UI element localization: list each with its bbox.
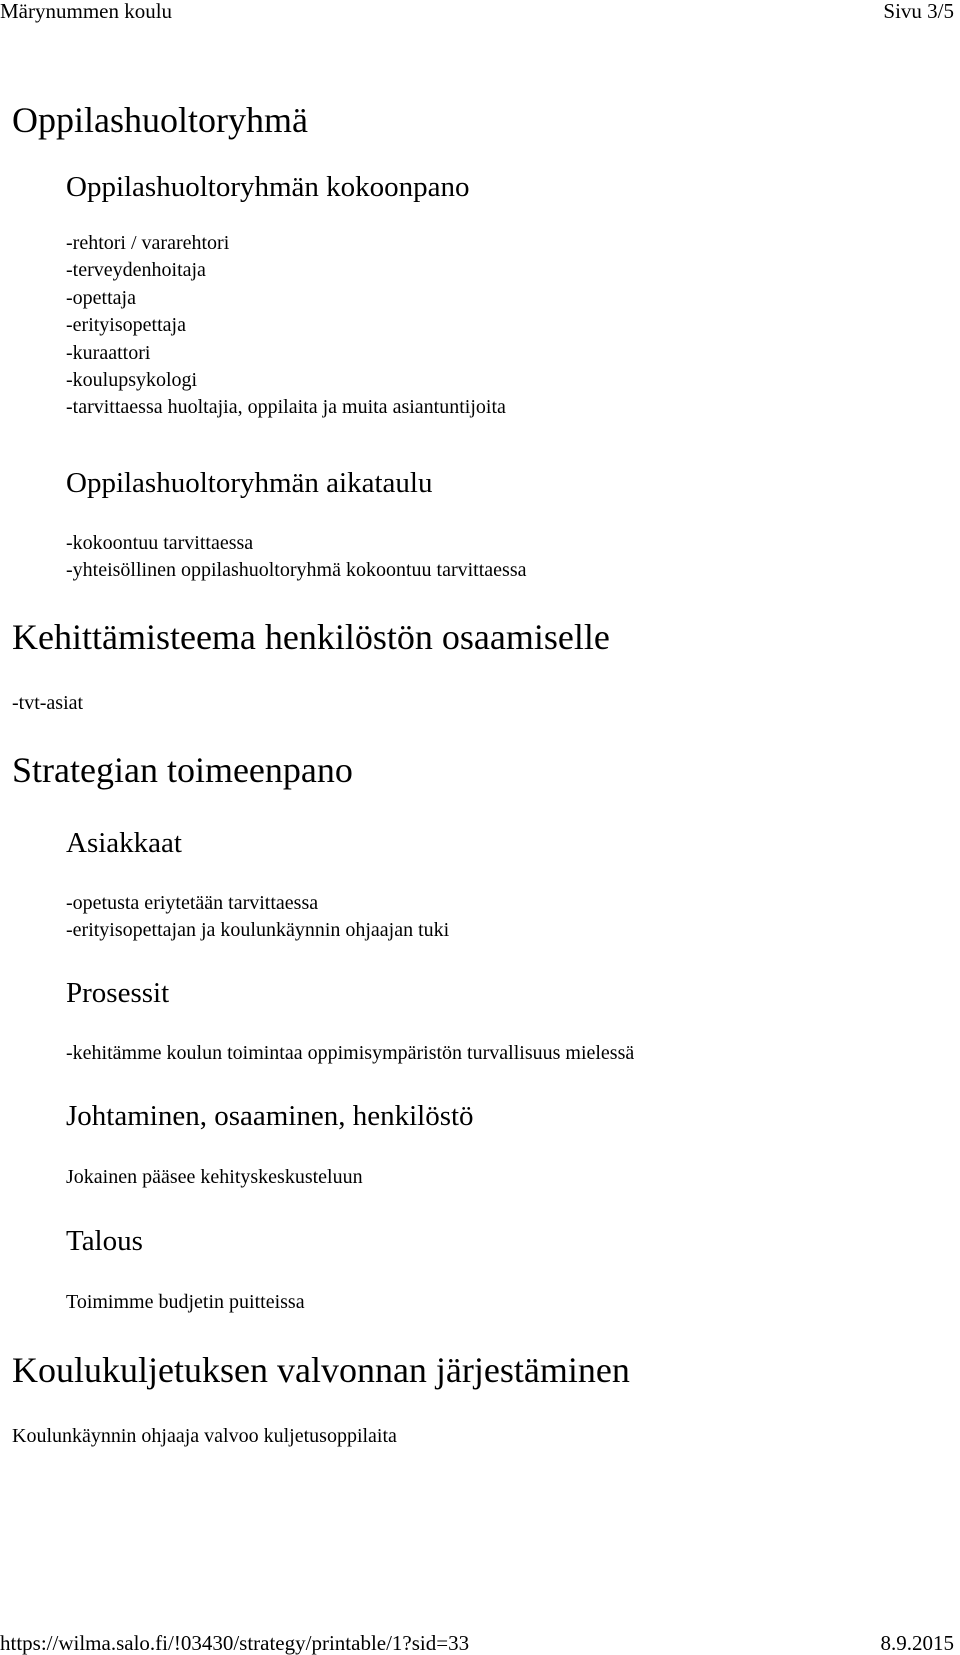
list-item: -erityisopettaja [66,314,186,337]
list-item: -opetusta eriytetään tarvittaessa [66,892,319,914]
list-item: -terveydenhoitaja [66,259,206,282]
header-page-number: Sivu 3/5 [883,0,954,23]
subsection-title-talous: Talous [66,1225,143,1257]
list-item: -yhteisöllinen oppilashuoltoryhmä kokoontuu tarvittaessa [66,559,527,582]
subsection-title-aikataulu: Oppilashuoltoryhmän aikataulu [66,467,433,499]
johtaminen-text: Jokainen pääsee kehityskeskusteluun [66,1166,363,1188]
aikataulu-list [66,530,526,585]
section-title-koulukuljetus: Koulukuljetuksen valvonnan järjestäminen [12,1350,630,1390]
koulukuljetus-text: Koulunkäynnin ohjaaja valvoo kuljetusoppilaita [12,1425,397,1447]
list-item: -kokoontuu tarvittaessa [66,532,254,554]
list-item: -rehtori / vararehtori [66,232,230,254]
list-item: -erityisopettajan ja koulunkäynnin ohjaajan tuki [66,919,450,942]
kehittamisteema-text: -tvt-asiat [12,692,84,714]
subsection-title-asiakkaat: Asiakkaat [66,827,182,859]
footer-url: https://wilma.salo.fi/!03430/strategy/printable/1?sid=33 [0,1631,470,1655]
header-school-name: Märynummen koulu [0,0,173,23]
section-title-oppilashuoltoryhma: Oppilashuoltoryhmä [12,100,308,140]
list-item: -kuraattori [66,341,151,364]
prosessit-text: -kehitämme koulun toimintaa oppimisympäristön turvallisuus mielessä [66,1042,635,1064]
kokoonpano-list [66,230,506,422]
footer-date: 8.9.2015 [880,1631,954,1655]
talous-text: Toimimme budjetin puitteissa [66,1291,305,1313]
list-item: -opettaja [66,286,136,309]
subsection-title-prosessit: Prosessit [66,977,170,1009]
subsection-title-kokoonpano: Oppilashuoltoryhmän kokoonpano [66,171,470,203]
asiakkaat-list [66,890,449,945]
subsection-title-johtaminen: Johtaminen, osaaminen, henkilöstö [66,1100,474,1132]
list-item: -tarvittaessa huoltajia, oppilaita ja muita asiantuntijoita [66,396,506,419]
list-item: -koulupsykologi [66,369,198,392]
section-title-strategia: Strategian toimeenpano [12,750,353,790]
section-title-kehittamisteema: Kehittämisteema henkilöstön osaamiselle [12,617,610,657]
